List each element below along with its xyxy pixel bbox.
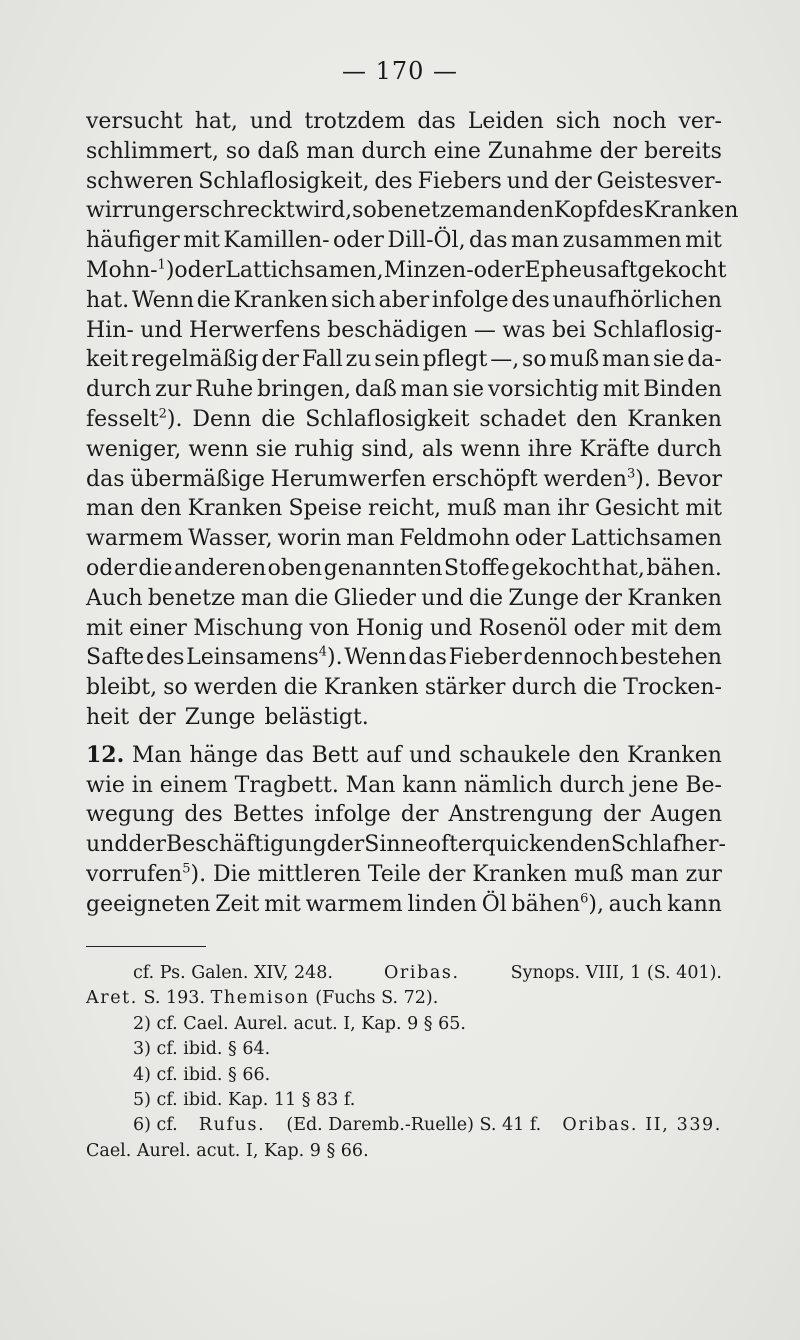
main-text — [86, 107, 739, 920]
word: werden — [193, 675, 278, 701]
word: kann — [402, 772, 458, 798]
text-line — [86, 167, 722, 197]
word: Minzen- — [383, 257, 474, 283]
word: oder — [86, 555, 137, 581]
footnote-2: 2) cf. Cael. Aurel. acut. I, Kap. 9 § 65. — [133, 1013, 466, 1034]
word: durch — [559, 772, 625, 798]
word: Schlaflosigkeit — [305, 406, 470, 432]
text-line — [86, 643, 722, 673]
footnote-ref: 3 — [626, 466, 636, 482]
word: muß — [447, 496, 497, 522]
word: man — [630, 861, 679, 887]
word: des — [605, 198, 644, 224]
word: nämlich — [463, 772, 553, 798]
word: kann — [667, 891, 722, 917]
word: Zunge — [508, 585, 580, 611]
word: infolge — [431, 287, 509, 313]
word: trotzdem — [304, 109, 406, 134]
word: bringen, — [257, 377, 352, 403]
word: belästigt. — [264, 704, 369, 730]
word: jene — [631, 772, 679, 798]
word: genannten — [323, 555, 443, 581]
word: bereits — [644, 138, 722, 164]
word: durch — [656, 436, 722, 462]
text-line — [86, 703, 722, 733]
word: ruhig — [294, 436, 355, 462]
footnote-ref: 6 — [580, 891, 589, 907]
word: der — [599, 138, 638, 164]
word: Honig — [355, 615, 424, 641]
word: her- — [680, 832, 726, 858]
word: heit — [86, 704, 130, 730]
text-line — [86, 137, 722, 167]
word: oder — [573, 615, 625, 641]
word: mit — [602, 377, 640, 403]
word: häufiger — [86, 228, 180, 254]
text-line — [86, 494, 722, 524]
word: sich — [330, 287, 376, 313]
word: keit — [86, 347, 129, 373]
word: mit — [264, 891, 301, 917]
footnote-5: 5) cf. ibid. Kap. 11 § 83 f. — [133, 1089, 356, 1110]
word-with-footnote: werden$^3$). — [543, 466, 651, 492]
word-with-footnote: Leinsamens$^4$). — [186, 645, 343, 671]
page-number: — 170 — — [341, 57, 459, 85]
word: reicht, — [368, 496, 441, 522]
word: des — [511, 287, 550, 313]
word: Tragbett. — [234, 772, 339, 798]
word: Lattichsamen, — [225, 257, 384, 283]
word: wenn — [188, 436, 249, 462]
word: dennoch — [523, 645, 619, 671]
word: Wenn — [344, 645, 407, 671]
footnote-ref: 1 — [157, 257, 166, 273]
word: so — [163, 675, 188, 701]
word: und — [506, 168, 550, 194]
text-line — [86, 196, 739, 226]
text-line — [86, 226, 722, 256]
word: Kranken — [233, 287, 329, 313]
word: daß — [257, 138, 300, 164]
word: Sinne — [364, 832, 428, 858]
word: Kranken — [187, 496, 283, 522]
word: Schlaflosigkeit, — [198, 168, 370, 194]
word: Zunahme — [487, 138, 593, 164]
footnote-4: 4) cf. ibid. § 66. — [133, 1064, 271, 1085]
word: Wenn — [131, 287, 194, 313]
word: sind, — [361, 436, 415, 462]
text-line — [86, 860, 722, 890]
word: zur — [685, 861, 722, 887]
word: gekocht — [511, 555, 601, 581]
word: durch — [361, 138, 427, 164]
word: Denn — [192, 406, 252, 432]
text-line — [86, 107, 722, 137]
word: bähen. — [646, 555, 722, 581]
word: der — [326, 832, 365, 858]
word: man — [306, 138, 355, 164]
word: der — [138, 704, 176, 730]
text-line — [86, 375, 722, 405]
word: Bett — [311, 742, 359, 768]
word: den — [140, 496, 182, 522]
word: und — [140, 317, 183, 343]
word: die — [261, 406, 296, 432]
word: erschöpft — [431, 466, 538, 492]
word: oder — [514, 526, 566, 552]
word: Augen — [650, 802, 722, 828]
word: und — [429, 615, 473, 641]
word: der — [400, 802, 439, 828]
word: Mischung — [193, 615, 304, 641]
text-line — [86, 584, 722, 614]
word: des — [145, 645, 185, 671]
word: sie — [255, 436, 288, 462]
section-number: 12. — [86, 741, 125, 768]
word: versucht — [86, 109, 183, 134]
word: weniger, — [86, 436, 182, 462]
word: benetze — [147, 585, 236, 611]
footnote-separator — [86, 946, 206, 947]
word: man — [511, 228, 560, 254]
text-line — [86, 554, 722, 584]
word: was — [502, 317, 546, 343]
word: schadet — [479, 406, 567, 432]
word: Kranken — [323, 675, 419, 701]
word: man — [602, 347, 651, 373]
word: hat, — [601, 555, 645, 581]
word: durch — [511, 675, 577, 701]
word: und — [421, 585, 464, 611]
text-line — [86, 890, 722, 920]
footnote-1-cont: Aret. S. 193. Themison (Fuchs S. 72). — [86, 988, 439, 1009]
word: gekocht — [637, 257, 727, 283]
word: dem — [673, 615, 722, 641]
word: Epheusaft — [524, 257, 638, 283]
word: man — [240, 585, 289, 611]
word: linden — [407, 891, 478, 917]
word: muß — [549, 347, 600, 373]
word: in — [131, 772, 153, 798]
word: Dill-Öl, — [387, 228, 466, 254]
footnote-1: cf. Ps. Galen. XIV, 248. Oribas. Synops. VIII, 1 (S. 401). — [133, 963, 722, 983]
word: der — [261, 347, 300, 373]
word: bestehen — [620, 645, 722, 671]
text-line — [86, 465, 722, 495]
word: zur — [155, 377, 192, 403]
word: Kranken — [627, 742, 722, 768]
word: erquickenden — [457, 832, 611, 858]
word: so — [352, 198, 377, 224]
word: Gesicht — [594, 496, 680, 522]
word: Kranken — [643, 198, 739, 224]
text-line — [86, 286, 722, 316]
word: Kopf — [553, 198, 606, 224]
word: da- — [687, 347, 722, 373]
word: auf — [366, 742, 402, 768]
word: der — [603, 802, 641, 828]
word: die — [138, 555, 173, 581]
word: Be- — [685, 772, 722, 798]
word: Wasser, — [188, 526, 273, 552]
word: als — [421, 436, 454, 462]
word: der — [584, 585, 622, 611]
word: Bettes — [232, 802, 305, 828]
word: Fieber — [448, 645, 522, 671]
word: wirrung — [86, 198, 176, 224]
text-line — [86, 771, 722, 801]
word: man — [400, 377, 449, 403]
word: schlimmert, — [86, 138, 219, 164]
word: der — [553, 168, 592, 194]
footnotes — [86, 961, 722, 1164]
word: mit — [685, 228, 722, 254]
word: man — [464, 198, 513, 224]
footnote-ref: 4 — [318, 645, 328, 661]
word: sie — [452, 377, 485, 403]
word: hänge — [189, 742, 258, 768]
word: infolge — [314, 802, 391, 828]
word: auch — [608, 891, 663, 917]
word: Beschäftigung — [166, 832, 327, 858]
word: Kranken — [627, 406, 722, 432]
word: Anstrengung — [448, 802, 593, 828]
word: wegung — [86, 802, 175, 828]
word: Öl — [481, 891, 507, 917]
word: Die — [212, 861, 251, 887]
word: wird, — [294, 198, 353, 224]
word: Teile — [367, 861, 421, 887]
word: so — [225, 138, 251, 164]
word: Schlaf — [610, 832, 681, 858]
word: das — [417, 109, 456, 134]
text-line — [86, 673, 722, 703]
word: wie — [86, 772, 125, 798]
word: Man — [131, 742, 182, 768]
word: die — [283, 675, 318, 701]
text-line — [86, 830, 726, 860]
word: durch — [86, 377, 152, 403]
footnote-ref: 2 — [158, 406, 167, 422]
word: man — [502, 496, 551, 522]
word: die — [582, 675, 618, 701]
word: das — [469, 228, 508, 254]
word: oder — [333, 228, 384, 254]
word: zu — [345, 347, 372, 373]
word: oder — [174, 257, 226, 283]
word: man — [346, 526, 395, 552]
word: bleibt, — [86, 675, 158, 701]
word: schaukele — [459, 742, 571, 768]
word: Auch — [86, 585, 143, 611]
word: Fall — [301, 347, 343, 373]
word: benetze — [376, 198, 465, 224]
word: Ruhe — [195, 377, 254, 403]
word: Herwerfens — [189, 317, 321, 343]
word: Leiden — [467, 109, 544, 134]
word: stärker — [424, 675, 506, 701]
word: Bevor — [656, 466, 722, 492]
word: übermäßige — [130, 466, 265, 492]
word: aber — [378, 287, 430, 313]
word: unaufhörlichen — [552, 287, 722, 313]
word: sie — [653, 347, 685, 373]
word: Lattichsamen — [570, 526, 722, 552]
word: Kräfte — [579, 436, 650, 462]
word: Rosenöl — [478, 615, 568, 641]
word: Zeit — [215, 891, 260, 917]
word: ihr — [557, 496, 589, 522]
word: muß — [573, 861, 624, 887]
word: der — [427, 861, 466, 887]
word: Fiebers — [417, 168, 502, 194]
word: so — [522, 347, 547, 373]
word: oft — [427, 832, 458, 858]
word: — — [473, 317, 496, 343]
word: mit — [183, 228, 220, 254]
word: Schlaflosig- — [592, 317, 722, 343]
text-line — [86, 256, 727, 286]
text-line — [86, 524, 722, 554]
word: noch — [612, 109, 667, 134]
word: vorsichtig — [487, 377, 599, 403]
word: Man — [345, 772, 396, 798]
word: warmem — [86, 526, 184, 552]
word: oben — [267, 555, 323, 581]
word: die — [196, 287, 231, 313]
text-line — [86, 316, 722, 346]
word: von — [309, 615, 350, 641]
word: Trocken- — [623, 675, 722, 701]
word-with-footnote: bähen$^6$), — [511, 891, 604, 917]
word: und — [409, 742, 452, 768]
word: pflegt — [422, 347, 488, 373]
word: man — [86, 496, 135, 522]
word: des — [184, 802, 223, 828]
word: warmem — [305, 891, 403, 917]
word: Stoffe — [443, 555, 510, 581]
word: die — [294, 585, 329, 611]
word: hat, — [194, 109, 238, 134]
word: das — [408, 645, 447, 671]
word: einem — [159, 772, 228, 798]
word: erschreckt — [175, 198, 295, 224]
word-with-footnote: Mohn-$^1$) — [86, 257, 175, 283]
word: den — [578, 742, 620, 768]
word: beschädigen — [327, 317, 468, 343]
word: des — [374, 168, 413, 194]
text-line — [86, 345, 722, 375]
word: der — [128, 832, 167, 858]
word: —, — [490, 347, 520, 373]
word: Zunge — [184, 704, 256, 730]
word: Speise — [288, 496, 362, 522]
word: Safte — [86, 645, 145, 671]
word: mit — [630, 615, 668, 641]
word: Geistesver- — [596, 168, 722, 194]
word: sein — [374, 347, 420, 373]
word: und — [249, 109, 293, 134]
footnote-6: 6) cf. Rufus. (Ed. Daremb.-Ruelle) S. 41 f. Oribas. II, 339. — [133, 1115, 722, 1136]
text-line — [86, 614, 722, 644]
word: Kamillen- — [223, 228, 330, 254]
word: Glieder — [333, 585, 416, 611]
word: hat. — [86, 287, 130, 313]
word: und — [86, 832, 129, 858]
word: oder — [473, 257, 525, 283]
word: daß — [354, 377, 397, 403]
word: das — [86, 466, 125, 492]
word: bei — [551, 317, 587, 343]
word: das — [265, 742, 304, 768]
footnote-ref: 5 — [182, 861, 191, 877]
text-line — [86, 405, 722, 435]
text-line — [86, 741, 722, 771]
word: anderen — [174, 555, 267, 581]
word-with-footnote: fesselt$^2$). — [86, 406, 183, 432]
word: Feldmohn — [399, 526, 510, 552]
word: Kranken — [627, 585, 722, 611]
word: zusammen — [562, 228, 682, 254]
word: worin — [277, 526, 342, 552]
word: wenn — [460, 436, 521, 462]
word: ihre — [527, 436, 573, 462]
word: die — [468, 585, 504, 611]
word: den — [512, 198, 554, 224]
word: regelmäßig — [131, 347, 259, 373]
word: Binden — [643, 377, 722, 403]
word-with-footnote: vorrufen$^5$). — [86, 861, 207, 887]
word: ver- — [678, 109, 722, 134]
text-line — [86, 800, 722, 830]
word: Herumwerfen — [270, 466, 427, 492]
word: mit — [685, 496, 722, 522]
word: einer — [129, 615, 187, 641]
footnote-6-cont: Cael. Aurel. acut. I, Kap. 9 § 66. — [86, 1140, 369, 1161]
word: den — [576, 406, 618, 432]
word: mit — [86, 615, 123, 641]
word: Hin- — [86, 317, 134, 343]
word: eine — [433, 138, 481, 164]
word: geeigneten — [86, 891, 211, 917]
word: Kranken — [472, 861, 568, 887]
word: sich — [555, 109, 601, 134]
text-line — [86, 435, 722, 465]
word: schweren — [86, 168, 194, 194]
footnote-3: 3) cf. ibid. § 64. — [133, 1039, 271, 1060]
word: mittleren — [257, 861, 361, 887]
